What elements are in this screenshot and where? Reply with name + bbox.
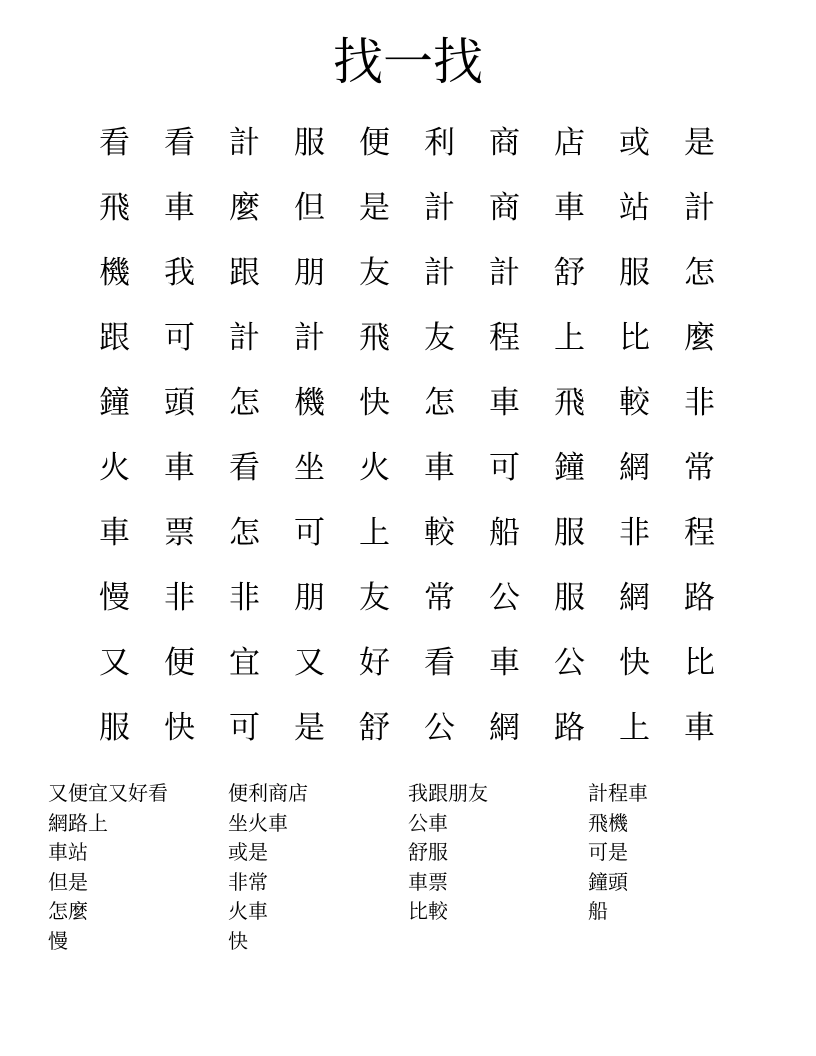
grid-cell: 常 [424,580,455,616]
grid-cell: 是 [294,710,325,746]
grid-cell: 麼 [684,320,715,356]
word-item: 又便宜又好看 [48,781,168,805]
grid-cell: 較 [424,515,455,551]
grid-cell: 網 [619,450,650,486]
grid-cell: 非 [684,385,715,421]
grid-cell: 計 [424,255,455,291]
word-item: 網路上 [48,810,108,835]
grid-cell: 比 [684,645,715,681]
word-search-grid [82,111,732,761]
grid-cell: 比 [619,320,650,356]
grid-cell: 看 [424,645,455,681]
word-item: 但是 [48,869,88,894]
grid-cell: 是 [684,125,715,161]
grid-cell: 機 [294,385,325,421]
grid-cell: 計 [229,125,260,161]
grid-cell: 車 [164,190,195,226]
grid-cell: 宜 [229,645,260,681]
grid-cell: 上 [359,515,390,551]
grid-cell: 公 [554,645,585,681]
grid-cell: 程 [684,515,715,551]
grid-cell: 火 [359,450,390,486]
grid-cell: 鐘 [554,450,585,486]
grid-cell: 我 [164,255,195,291]
grid-cell: 可 [294,515,325,551]
grid-cell: 非 [164,580,195,616]
grid-cell: 友 [359,580,390,616]
word-item: 怎麼 [48,899,88,924]
grid-cell: 看 [99,125,130,161]
grid-cell: 看 [229,450,260,486]
grid-cell: 計 [684,190,715,226]
word-item: 便利商店 [228,781,308,805]
word-list [48,779,768,957]
grid-cell: 好 [359,645,390,681]
grid-cell: 計 [489,255,520,291]
grid-cell: 車 [554,190,585,226]
grid-cell: 船 [489,515,520,551]
grid-cell: 商 [489,125,520,161]
grid-cell: 非 [619,515,650,551]
grid-cell: 站 [619,190,650,226]
grid-cell: 車 [489,385,520,421]
word-item: 快 [228,928,248,953]
grid-cell: 跟 [229,255,260,291]
grid-cell: 計 [229,320,260,356]
word-item: 或是 [228,840,268,865]
grid-cell: 利 [424,125,455,161]
word-column [228,779,408,957]
grid-cell: 看 [164,125,195,161]
grid-cell: 友 [424,320,455,356]
grid-cell: 服 [554,580,585,616]
grid-cell: 車 [99,515,130,551]
word-item: 計程車 [588,781,648,805]
grid-cell: 上 [554,320,585,356]
grid-cell: 或 [619,125,650,161]
grid-cell: 跟 [99,320,130,356]
grid-cell: 服 [294,125,325,161]
grid-cell: 公 [424,710,455,746]
grid-cell: 計 [424,190,455,226]
grid-cell: 票 [164,515,195,551]
grid-cell: 機 [99,255,130,291]
word-item: 車票 [408,869,448,894]
grid-cell: 程 [489,320,520,356]
grid-cell: 又 [294,645,325,681]
grid-cell: 可 [489,450,520,486]
grid-cell: 朋 [294,580,325,616]
word-item: 車站 [48,840,88,865]
grid-cell: 便 [164,645,195,681]
grid-cell: 網 [619,580,650,616]
grid-cell: 飛 [99,190,130,226]
grid-cell: 坐 [294,450,325,486]
grid-cell: 舒 [554,255,585,291]
word-item: 火車 [228,899,268,924]
grid-cell: 服 [99,710,130,746]
word-column [408,779,588,957]
word-item: 舒服 [408,840,448,865]
grid-cell: 車 [424,450,455,486]
grid-cell: 怎 [424,385,455,421]
word-item: 可是 [588,840,628,865]
grid-cell: 飛 [359,320,390,356]
word-item: 非常 [228,869,268,894]
grid-cell: 公 [489,580,520,616]
grid-cell: 但 [294,190,325,226]
grid-cell: 舒 [359,710,390,746]
grid-cell: 車 [164,450,195,486]
grid-cell: 網 [489,710,520,746]
word-item: 船 [588,899,608,924]
word-column [48,779,228,957]
grid-cell: 頭 [164,385,195,421]
grid-cell: 火 [99,450,130,486]
grid-cell: 服 [554,515,585,551]
grid-cell: 計 [294,320,325,356]
grid-cell: 朋 [294,255,325,291]
grid-cell: 車 [684,710,715,746]
grid-cell: 怎 [229,385,260,421]
grid-cell: 便 [359,125,390,161]
grid-cell: 又 [99,645,130,681]
grid-cell: 怎 [684,255,715,291]
grid-cell: 店 [554,125,585,161]
word-item: 公車 [408,810,448,835]
grid-cell: 非 [229,580,260,616]
grid-cell: 友 [359,255,390,291]
grid-cell: 路 [554,710,585,746]
grid-cell: 可 [229,710,260,746]
word-item: 飛機 [588,810,628,835]
word-item: 鐘頭 [588,869,628,894]
word-item: 坐火車 [228,810,288,835]
grid-cell: 常 [684,450,715,486]
grid-cell: 服 [619,255,650,291]
grid-cell: 上 [619,710,650,746]
grid-cell: 鐘 [99,385,130,421]
grid-cell: 商 [489,190,520,226]
page-title: 找一找 [333,33,483,91]
grid-cell: 飛 [554,385,585,421]
word-column [588,779,768,957]
grid-cell: 怎 [229,515,260,551]
word-item: 我跟朋友 [408,781,488,805]
grid-cell: 快 [359,385,390,421]
grid-cell: 車 [489,645,520,681]
grid-cell: 可 [164,320,195,356]
word-item: 慢 [48,928,68,953]
grid-cell: 快 [619,645,650,681]
grid-cell: 快 [164,710,195,746]
word-item: 比較 [408,899,448,924]
grid-cell: 路 [684,580,715,616]
grid-cell: 麼 [229,190,260,226]
grid-cell: 是 [359,190,390,226]
grid-cell: 較 [619,385,650,421]
grid-cell: 慢 [99,580,130,616]
